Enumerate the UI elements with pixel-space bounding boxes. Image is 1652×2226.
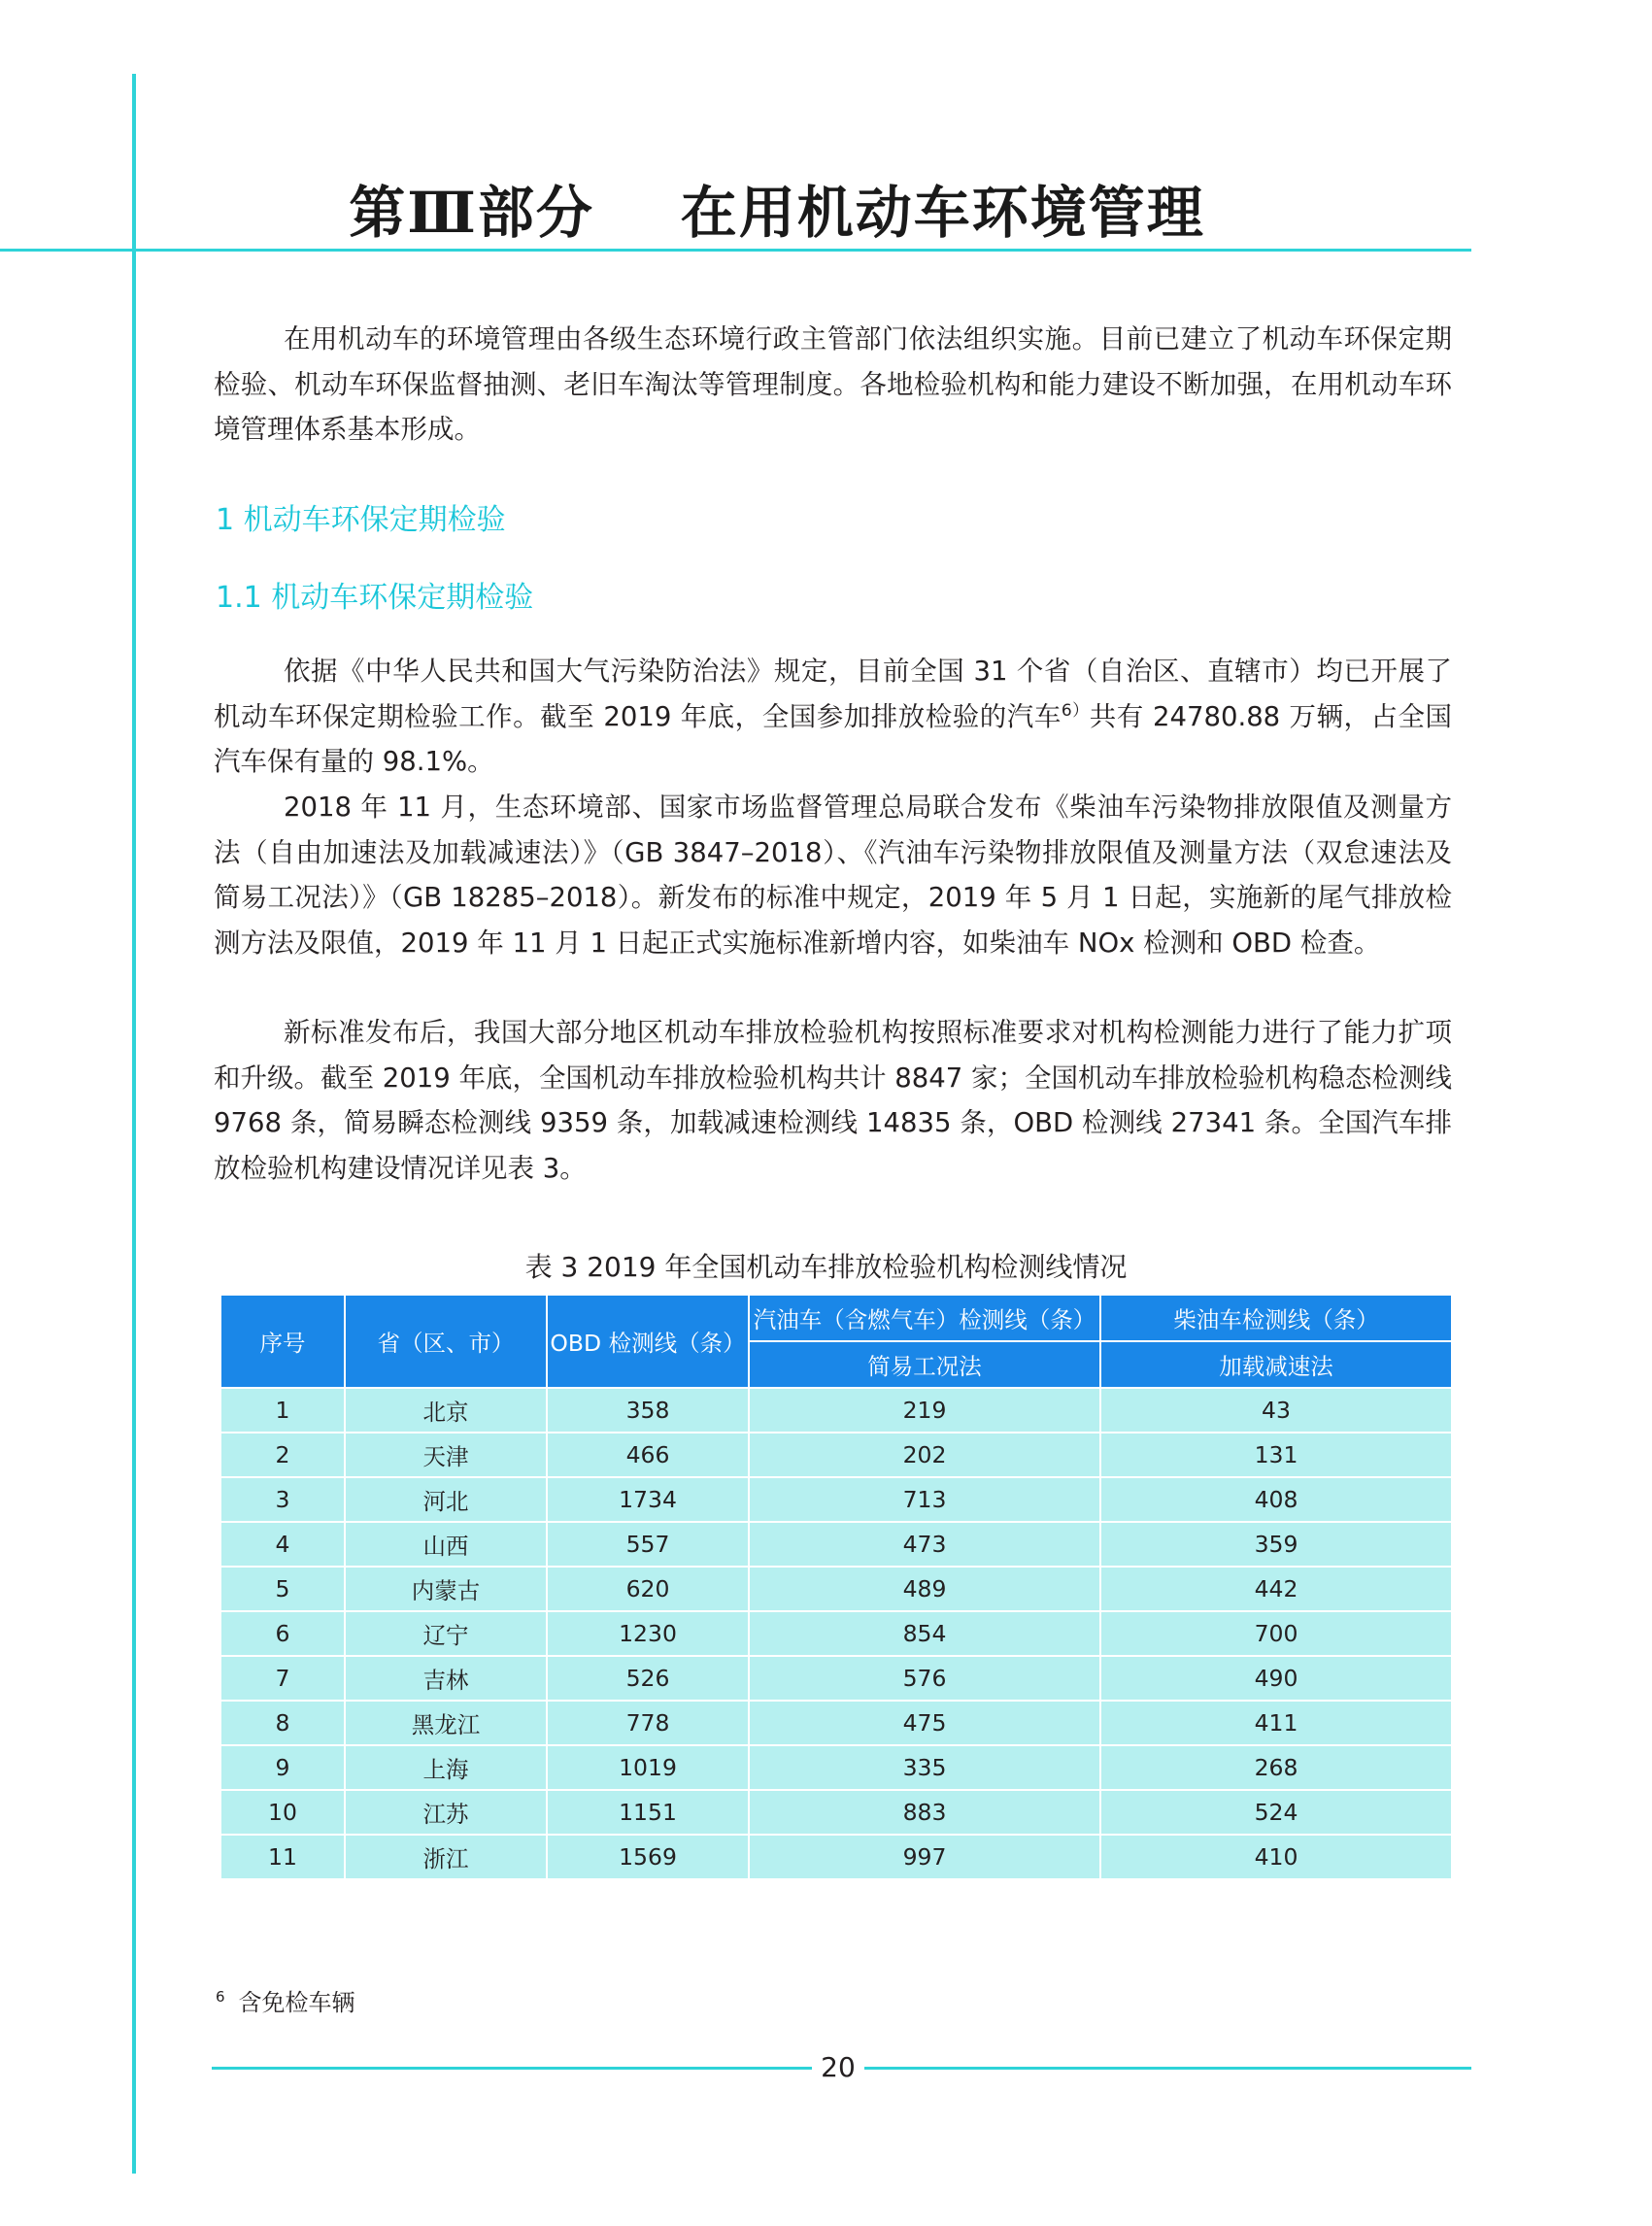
paragraph-3: 新标准发布后，我国大部分地区机动车排放检验机构按照标准要求对机构检测能力进行了能力扩项和升级。截至 2019 年底，全国机动车排放检验机构共计 8847 家；全国机动车排放检验机构稳态检测线 9768 条，简易瞬态检测线 9359 条，加载减速检测线 14835 条，OBD 检测线 27341 条。全国汽车排放检验机构建设情况详见表 3。 bbox=[214, 1017, 1452, 1184]
cell-index: 1 bbox=[220, 1388, 345, 1433]
cell-diesel: 411 bbox=[1100, 1701, 1452, 1745]
cell-province: 山西 bbox=[345, 1522, 547, 1567]
footnote-mark: 6 bbox=[216, 1988, 225, 2006]
paragraph-1-text-a: 依据《中华人民共和国大气污染防治法》规定，目前全国 31 个省（自治区、直辖市）均已开展了机动车环保定期检验工作。截至 2019 年底，全国参加排放检验的汽车 bbox=[214, 656, 1452, 732]
cell-diesel: 359 bbox=[1100, 1522, 1452, 1567]
cell-province: 黑龙江 bbox=[345, 1701, 547, 1745]
header-gasoline-method: 简易工况法 bbox=[749, 1341, 1100, 1388]
cell-diesel: 490 bbox=[1100, 1656, 1452, 1701]
cell-gasoline: 219 bbox=[749, 1388, 1100, 1433]
page-number: 20 bbox=[821, 2051, 856, 2083]
cell-province: 浙江 bbox=[345, 1835, 547, 1879]
cell-province: 上海 bbox=[345, 1745, 547, 1790]
cell-diesel: 131 bbox=[1100, 1433, 1452, 1477]
cell-index: 5 bbox=[220, 1567, 345, 1611]
footnote bbox=[216, 1983, 355, 2017]
header-province: 省（区、市） bbox=[345, 1295, 547, 1388]
cell-gasoline: 576 bbox=[749, 1656, 1100, 1701]
cell-obd: 1151 bbox=[547, 1790, 749, 1835]
cell-index: 11 bbox=[220, 1835, 345, 1879]
cell-province: 内蒙古 bbox=[345, 1567, 547, 1611]
chapter-title-rule bbox=[0, 249, 1471, 252]
cell-index: 8 bbox=[220, 1701, 345, 1745]
cell-province: 河北 bbox=[345, 1477, 547, 1522]
cell-index: 3 bbox=[220, 1477, 345, 1522]
cell-diesel: 268 bbox=[1100, 1745, 1452, 1790]
paragraph-1-text-b: 共有 24780.88 万辆，占全国汽车保有量的 98.1%。 bbox=[214, 700, 1452, 777]
chapter-title: 第Ⅲ部分 在用机动车环境管理 bbox=[349, 180, 1205, 246]
cell-gasoline: 202 bbox=[749, 1433, 1100, 1477]
table-row bbox=[220, 1745, 1452, 1790]
cell-diesel: 410 bbox=[1100, 1835, 1452, 1879]
footnote-text: 含免检车辆 bbox=[238, 1989, 355, 2016]
cell-index: 2 bbox=[220, 1433, 345, 1477]
footnote-ref-6: 6） bbox=[1061, 700, 1090, 721]
cell-diesel: 442 bbox=[1100, 1567, 1452, 1611]
cell-gasoline: 473 bbox=[749, 1522, 1100, 1567]
cell-index: 6 bbox=[220, 1611, 345, 1656]
cell-obd: 466 bbox=[547, 1433, 749, 1477]
cell-obd: 1019 bbox=[547, 1745, 749, 1790]
table-row bbox=[220, 1433, 1452, 1477]
paragraph-1 bbox=[214, 649, 1452, 785]
table-row bbox=[220, 1388, 1452, 1433]
header-diesel-group: 柴油车检测线（条） bbox=[1100, 1295, 1452, 1341]
cell-province: 天津 bbox=[345, 1433, 547, 1477]
cell-diesel: 524 bbox=[1100, 1790, 1452, 1835]
cell-gasoline: 883 bbox=[749, 1790, 1100, 1835]
table-row bbox=[220, 1611, 1452, 1656]
cell-obd: 1569 bbox=[547, 1835, 749, 1879]
table-row bbox=[220, 1790, 1452, 1835]
cell-gasoline: 475 bbox=[749, 1701, 1100, 1745]
cell-index: 7 bbox=[220, 1656, 345, 1701]
cell-diesel: 43 bbox=[1100, 1388, 1452, 1433]
footer-rule-left bbox=[212, 2067, 812, 2070]
cell-gasoline: 489 bbox=[749, 1567, 1100, 1611]
paragraph-2: 2018 年 11 月，生态环境部、国家市场监督管理总局联合发布《柴油车污染物排放限值及测量方法（自由加速法及加载减速法）》（GB 3847–2018）、《汽油车污染物排放限值及测量方法（双怠速法及简易工况法）》（GB 18285–2018）。新发布的标准中规定，2019 年 5 月 1 日起，实施新的尾气排放检测方法及限值，2019 年 11 月 1 日起正式实施标准新增内容，如柴油车 NOx 检测和 OBD 检查。 bbox=[214, 792, 1452, 959]
cell-gasoline: 997 bbox=[749, 1835, 1100, 1879]
cell-obd: 1230 bbox=[547, 1611, 749, 1656]
cell-gasoline: 713 bbox=[749, 1477, 1100, 1522]
cell-gasoline: 335 bbox=[749, 1745, 1100, 1790]
cell-province: 北京 bbox=[345, 1388, 547, 1433]
header-index: 序号 bbox=[220, 1295, 345, 1388]
cell-obd: 1734 bbox=[547, 1477, 749, 1522]
table-row bbox=[220, 1656, 1452, 1701]
table-row bbox=[220, 1567, 1452, 1611]
cell-index: 10 bbox=[220, 1790, 345, 1835]
cell-obd: 778 bbox=[547, 1701, 749, 1745]
cell-diesel: 700 bbox=[1100, 1611, 1452, 1656]
table-row bbox=[220, 1701, 1452, 1745]
left-margin-rule bbox=[132, 74, 136, 2174]
cell-obd: 526 bbox=[547, 1656, 749, 1701]
cell-province: 辽宁 bbox=[345, 1611, 547, 1656]
table-row bbox=[220, 1477, 1452, 1522]
cell-diesel: 408 bbox=[1100, 1477, 1452, 1522]
table-caption: 表 3 2019 年全国机动车排放检验机构检测线情况 bbox=[524, 1251, 1128, 1283]
cell-index: 4 bbox=[220, 1522, 345, 1567]
footer-rule-right bbox=[864, 2067, 1471, 2070]
cell-obd: 557 bbox=[547, 1522, 749, 1567]
cell-index: 9 bbox=[220, 1745, 345, 1790]
table-row bbox=[220, 1835, 1452, 1879]
header-obd: OBD 检测线（条） bbox=[547, 1295, 749, 1388]
header-gasoline-group: 汽油车（含燃气车）检测线（条） bbox=[749, 1295, 1100, 1341]
intro-paragraph: 在用机动车的环境管理由各级生态环境行政主管部门依法组织实施。目前已建立了机动车环保定期检验、机动车环保监督抽测、老旧车淘汰等管理制度。各地检验机构和能力建设不断加强，在用机动车环境管理体系基本形成。 bbox=[214, 323, 1452, 445]
table-row bbox=[220, 1522, 1452, 1567]
section-1-1-heading: 1.1 机动车环保定期检验 bbox=[216, 581, 534, 615]
cell-obd: 358 bbox=[547, 1388, 749, 1433]
header-diesel-method: 加载减速法 bbox=[1100, 1341, 1452, 1388]
cell-gasoline: 854 bbox=[749, 1611, 1100, 1656]
inspection-lines-table bbox=[219, 1294, 1453, 1880]
section-1-heading: 1 机动车环保定期检验 bbox=[216, 503, 506, 537]
cell-province: 吉林 bbox=[345, 1656, 547, 1701]
cell-obd: 620 bbox=[547, 1567, 749, 1611]
cell-province: 江苏 bbox=[345, 1790, 547, 1835]
